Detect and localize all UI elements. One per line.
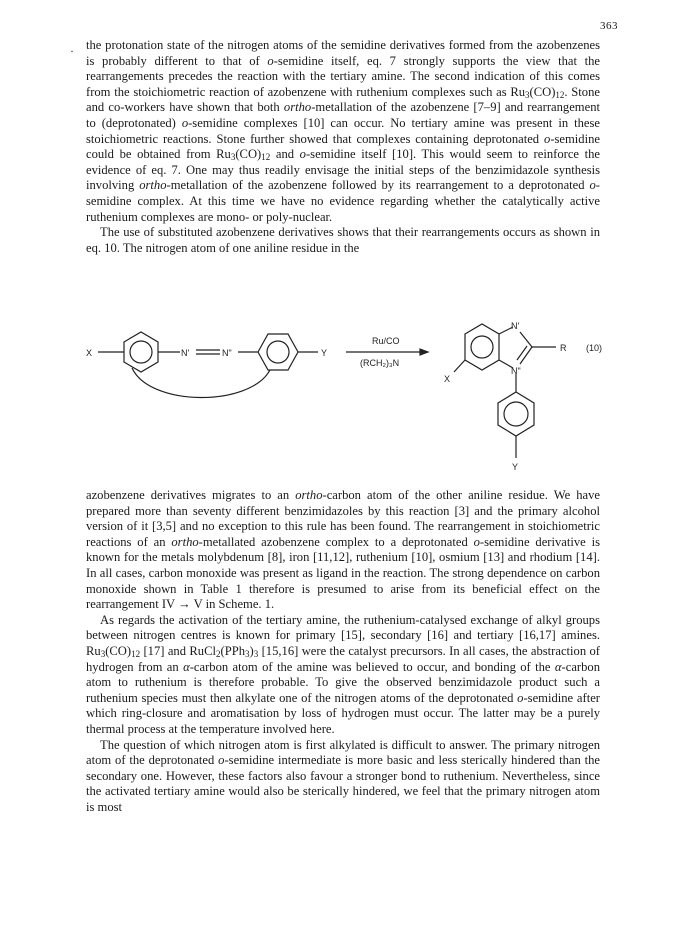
text-run: -semidine intermediate is more basic and less sterically hindered than the secondary one. However, these factors also favour a stronger bond to ruthenium. Nevertheless, since the activated tertiary amine would also be sterically hindered, we feel that the primary nitrogen atom is most — [86, 753, 600, 814]
paragraph-p1 — [86, 38, 600, 225]
left-ring-1-aromatic — [130, 341, 152, 363]
text-run: 3 — [100, 648, 106, 659]
text-run: and — [270, 147, 300, 162]
text-run: -metallation of the azobenzene [7–9] and rearrangement to (deprotonated) — [86, 100, 600, 130]
text-run: 12 — [261, 152, 271, 163]
bond-c2-n3 — [520, 347, 532, 364]
aryl-ring-aromatic — [504, 402, 528, 426]
text-run: 2 — [216, 648, 221, 659]
text-run: 3 — [230, 152, 236, 163]
text-run: 12 — [555, 89, 565, 100]
text-run: -carbon atom to ruthenium is therefore probable. To give the observed benzimidazole product such a ruthenium species must then alkylate one of the nitrogen atoms of the deprotonated — [86, 659, 600, 705]
benzo-ring — [465, 324, 499, 370]
right-n1-label: N' — [511, 321, 520, 331]
ortho-link-arc — [132, 368, 270, 398]
bond-n1-c2 — [520, 332, 532, 347]
reaction-scheme-eq10 — [80, 312, 620, 482]
text-run: (CO) — [235, 147, 262, 162]
text-run: -semidine itself, eq. 7 strongly supports the view that the rearrangements precedes the reaction with the tertiary amine. The second indication of this comes from the stoichiometric reaction of azobenzene with ruthenium complexes such as Ru — [86, 53, 600, 99]
text-run: -carbon atom of the amine was believed to occur, and bonding of the — [189, 659, 555, 674]
text-run: ortho — [295, 488, 323, 502]
left-ring-2 — [258, 334, 298, 370]
left-y-label: Y — [321, 348, 328, 358]
text-run: The question of which nitrogen atom is first alkylated is difficult to answer. The primary nitrogen atom of the deprotonated — [86, 737, 600, 768]
text-run: -metallated azobenzene complex to a deprotonated — [198, 534, 474, 549]
text-run: [17] and RuCl — [140, 643, 217, 658]
page-number: 363 — [600, 20, 618, 32]
margin-mark: · — [70, 44, 74, 58]
reaction-diagram — [80, 312, 620, 482]
text-run: 12 — [131, 648, 141, 659]
text-run: -semidine could be obtained from Ru — [86, 131, 600, 162]
text-run: -metallation of the azobenzene followed by its rearrangement to a deprotonated — [166, 178, 590, 193]
benzo-ring-aromatic — [471, 336, 493, 358]
text-run: The use of substituted azobenzene derivatives shows that their rearrangements occurs as shown in eq. 10. The nitrogen atom of one aniline residue in the — [86, 225, 600, 255]
paragraph-p5 — [86, 738, 600, 816]
text-run: o — [299, 147, 306, 162]
text-run: o — [517, 690, 524, 705]
paragraph-p2 — [86, 225, 600, 256]
text-run: -semidine derivative is known for the metals molybdenum [8], iron [11,12], ruthenium [10], osmium [13] and rhodium [14]. In all cases, carbon monoxide was present as ligand in the reaction. The strong dependence on carbon monoxide shown in Table 1 therefore is presumed to arise from its beneficial effect on the rearrangement IV → V in Scheme. 1. — [86, 534, 601, 612]
text-run: (CO) — [529, 84, 556, 99]
text-run: azobenzene derivatives migrates to an — [86, 488, 296, 502]
text-run: -semidine after which ring-closure and aromatisation by loss of hydrogen must occur. The latter may be a purely thermal process at the temperature involved here. — [86, 690, 600, 736]
text-block-top — [86, 38, 600, 256]
text-run: -semidine complexes [10] can occur. No tertiary amine was present in these stoichiometric reactions. Stone further showed that complexes containing deprotonated — [86, 115, 600, 146]
text-run: α — [183, 659, 190, 674]
text-run: α — [554, 659, 562, 674]
left-n1-label: N' — [181, 348, 190, 358]
text-run: As regards the activation of the tertiary amine, the ruthenium-catalysed exchange of alkyl groups between nitrogen centres is known for primary [15], secondary [16] and tertiary [16,17] amines. Ru — [86, 612, 600, 658]
text-run: ) — [249, 643, 254, 658]
text-run: 3 — [253, 648, 259, 659]
text-run: o — [218, 753, 225, 768]
right-n2-label: N" — [511, 366, 521, 376]
text-run: o — [589, 178, 596, 193]
right-r-label: R — [560, 343, 567, 353]
text-run: 3 — [245, 648, 250, 659]
text-run: . Stone and co-workers have shown that both — [86, 84, 600, 115]
text-run: (CO) — [105, 643, 132, 658]
left-ring-1 — [124, 332, 158, 372]
bond-benzo-x — [454, 360, 465, 372]
text-run: (PPh — [220, 643, 246, 658]
text-run: -semidine complex. At this time we have no evidence regarding whether the catalytically active ruthenium complexes are mono- or poly-nuclear. — [86, 178, 600, 224]
bond-c2-n3-double — [517, 346, 527, 360]
left-n2-label: N" — [222, 348, 232, 358]
paragraph-p4 — [86, 613, 600, 738]
text-run: ortho — [171, 534, 199, 549]
left-ring-2-aromatic — [267, 341, 289, 363]
text-run: the protonation state of the nitrogen atoms of the semidine derivatives formed from the azobenzenes is probably different to that of — [86, 38, 600, 68]
text-run: ortho — [283, 100, 312, 115]
text-run: [15,16] were the catalyst precursors. In all cases, the abstraction of hydrogen from an — [86, 643, 600, 674]
right-x-label: X — [444, 374, 451, 384]
left-x-label: X — [86, 348, 93, 358]
text-run: o — [544, 131, 551, 146]
right-y-label: Y — [512, 462, 519, 472]
reagent-bottom: (RCH₂)₃N — [360, 358, 400, 368]
reagent-top: Ru/CO — [372, 336, 400, 346]
reaction-arrow-head — [420, 349, 428, 355]
text-run: o — [267, 53, 274, 68]
text-run: o — [473, 534, 480, 549]
equation-number: (10) — [586, 343, 603, 353]
paragraph-p3 — [86, 488, 600, 613]
text-block-bottom — [86, 488, 600, 815]
text-run: -semidine itself [10]. This would seem to reinforce the evidence of eq. 7. One may thus readily envisage the initial steps of the benzimidazole synthesis involving — [86, 147, 600, 193]
text-run: 3 — [525, 89, 530, 100]
text-run: ortho — [139, 178, 167, 193]
text-run: o — [181, 115, 189, 130]
text-run: -carbon atom of the other aniline residue. We have prepared more than seventy different benzimidazoles by this reaction [3] and the primary alcohol version of it [3,5] and no exception to this rule has been found. The rearrangement in stoichiometric reactions of an — [86, 488, 600, 549]
